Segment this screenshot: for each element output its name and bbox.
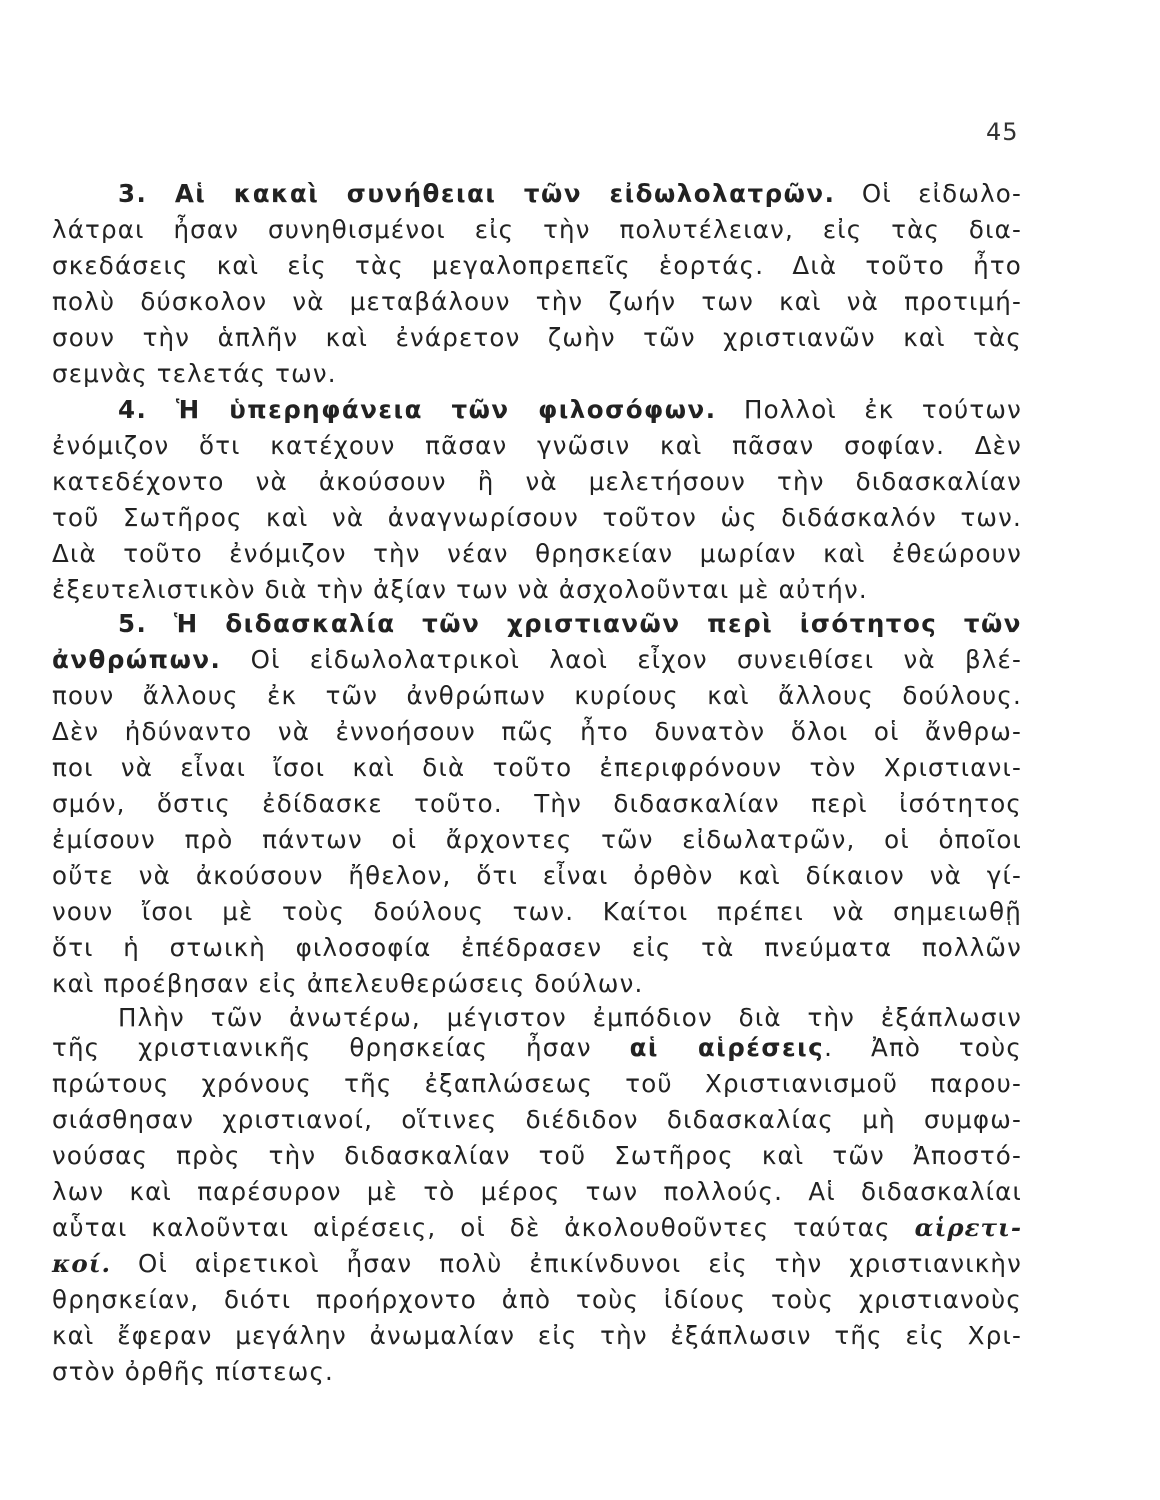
body-text: ποι νὰ εἶναι ἴσοι καὶ διὰ τοῦτο ἐπεριφρόνουν τὸν Χριστιανι- <box>52 753 1022 782</box>
text-line <box>118 176 1022 211</box>
text-line <box>52 714 1022 749</box>
text-line <box>52 1354 1022 1389</box>
text-line <box>52 1282 1022 1317</box>
text-line <box>52 572 1022 607</box>
body-text: ἐξευτελιστικὸν διὰ τὴν ἀξίαν των νὰ ἀσχολοῦνται μὲ αὐτήν. <box>52 575 868 604</box>
body-text: Δὲν ἠδύναντο νὰ ἐννοήσουν πῶς ἦτο δυνατὸν ὅλοι οἱ ἄνθρω- <box>52 717 1022 746</box>
text-line <box>52 750 1022 785</box>
body-text: κατεδέχοντο νὰ ἀκούσουν ἢ νὰ μελετήσουν τὴν διδασκαλίαν <box>52 467 1022 496</box>
text-line <box>52 284 1022 319</box>
body-text: Διὰ τοῦτο ἐνόμιζον τὴν νέαν θρησκείαν μωρίαν καὶ ἐθεώρουν <box>52 539 1022 568</box>
text-line <box>52 500 1022 535</box>
text-line <box>52 428 1022 463</box>
body-text: θρησκείαν, διότι προήρχοντο ἀπὸ τοὺς ἰδίους τοὺς χριστιανοὺς <box>52 1285 1022 1314</box>
body-text: νούσας πρὸς τὴν διδασκαλίαν τοῦ Σωτῆρος καὶ τῶν Ἀποστό- <box>52 1141 1022 1170</box>
body-text: ἐμίσουν πρὸ πάντων οἱ ἄρχοντες τῶν εἰδωλατρῶν, οἱ ὁποῖοι <box>52 825 1022 854</box>
body-text: Πλὴν τῶν ἀνωτέρω, μέγιστον ἐμπόδιον διὰ τὴν ἐξάπλωσιν <box>118 1003 1022 1032</box>
body-text: στὸν ὀρθῆς πίστεως. <box>52 1357 335 1386</box>
bold-heading-text: 5. Ἡ διδασκαλία τῶν χριστιανῶν περὶ ἰσότητος τῶν <box>118 609 1022 638</box>
body-text: τοῦ Σωτῆρος καὶ νὰ ἀναγνωρίσουν τοῦτον ὡς διδάσκαλόν των. <box>52 503 1022 532</box>
body-text: . Ἀπὸ τοὺς <box>824 1033 1022 1062</box>
text-line <box>118 392 1022 427</box>
body-text: πολὺ δύσκολον νὰ μεταβάλουν τὴν ζωήν των καὶ νὰ προτιμή- <box>52 287 1022 316</box>
text-line <box>118 606 1022 641</box>
bold-heading-text: αἱ αἱρέσεις <box>629 1033 825 1062</box>
text-line <box>52 1102 1022 1137</box>
text-line <box>52 1318 1022 1353</box>
text-line <box>52 1246 1022 1281</box>
body-text: καὶ προέβησαν εἰς ἀπελευθερώσεις δούλων. <box>52 969 644 998</box>
text-line <box>52 786 1022 821</box>
page-number: 45 <box>986 118 1019 146</box>
body-text: λων καὶ παρέσυρον μὲ τὸ μέρος των πολλούς. Αἱ διδασκαλίαι <box>52 1177 1022 1206</box>
body-text: σμόν, ὅστις ἐδίδασκε τοῦτο. Τὴν διδασκαλίαν περὶ ἰσότητος <box>52 789 1022 818</box>
text-line <box>52 248 1022 283</box>
text-line <box>52 894 1022 929</box>
italic-term-text: κοί. <box>52 1249 112 1278</box>
body-text: νουν ἴσοι μὲ τοὺς δούλους των. Καίτοι πρέπει νὰ σημειωθῇ <box>52 897 1022 926</box>
text-line <box>52 212 1022 247</box>
text-line <box>52 1210 1022 1245</box>
body-text: Οἱ αἱρετικοὶ ἦσαν πολὺ ἐπικίνδυνοι εἰς τὴν χριστιανικὴν <box>111 1249 1022 1278</box>
text-line <box>52 1138 1022 1173</box>
body-text: σεμνὰς τελετάς των. <box>52 359 337 388</box>
body-text: ἐνόμιζον ὅτι κατέχουν πᾶσαν γνῶσιν καὶ πᾶσαν σοφίαν. Δὲν <box>52 431 1022 460</box>
body-text: σκεδάσεις καὶ εἰς τὰς μεγαλοπρεπεῖς ἑορτάς. Διὰ τοῦτο ἦτο <box>52 251 1022 280</box>
text-line <box>52 858 1022 893</box>
bold-heading-text: 4. Ἡ ὑπερηφάνεια τῶν φιλοσόφων. <box>118 395 717 424</box>
text-line <box>52 966 1022 1001</box>
body-text: τῆς χριστιανικῆς θρησκείας ἦσαν <box>52 1033 630 1062</box>
text-line <box>52 642 1022 677</box>
bold-heading-text: 3. Αἱ κακαὶ συνήθειαι τῶν εἰδωλολατρῶν. <box>118 179 836 208</box>
text-line <box>52 1174 1022 1209</box>
body-text: καὶ ἔφεραν μεγάλην ἀνωμαλίαν εἰς τὴν ἐξάπλωσιν τῆς εἰς Χρι- <box>52 1321 1022 1350</box>
text-line <box>52 356 1022 391</box>
body-text: σουν τὴν ἁπλῆν καὶ ἐνάρετον ζωὴν τῶν χριστιανῶν καὶ τὰς <box>52 323 1022 352</box>
body-text: Πολλοὶ ἐκ τούτων <box>716 395 1022 424</box>
body-text: πρώτους χρόνους τῆς ἐξαπλώσεως τοῦ Χριστιανισμοῦ παρου- <box>52 1069 1022 1098</box>
body-text: αὗται καλοῦνται αἱρέσεις, οἱ δὲ ἀκολουθοῦντες ταύτας <box>52 1213 915 1242</box>
text-line <box>52 930 1022 965</box>
text-line <box>52 822 1022 857</box>
body-text: Οἱ εἰδωλο- <box>835 179 1023 208</box>
body-text: λάτραι ἦσαν συνηθισμένοι εἰς τὴν πολυτέλειαν, εἰς τὰς δια- <box>52 215 1022 244</box>
text-line <box>52 1030 1022 1065</box>
body-text: σιάσθησαν χριστιανοί, οἵτινες διέδιδον διδασκαλίας μὴ συμφω- <box>52 1105 1022 1134</box>
text-line <box>52 320 1022 355</box>
text-line <box>52 464 1022 499</box>
italic-term-text: αἱρετι- <box>914 1213 1022 1242</box>
text-line <box>52 536 1022 571</box>
body-text: Οἱ εἰδωλολατρικοὶ λαοὶ εἶχον συνειθίσει νὰ βλέ- <box>221 645 1022 674</box>
text-line <box>52 678 1022 713</box>
body-text: πουν ἄλλους ἐκ τῶν ἀνθρώπων κυρίους καὶ ἄλλους δούλους. <box>52 681 1022 710</box>
text-line <box>52 1066 1022 1101</box>
bold-heading-text: ἀνθρώπων. <box>52 645 222 674</box>
body-text: οὔτε νὰ ἀκούσουν ἤθελον, ὅτι εἶναι ὀρθὸν καὶ δίκαιον νὰ γί- <box>52 861 1022 890</box>
body-text: ὅτι ἡ στωικὴ φιλοσοφία ἐπέδρασεν εἰς τὰ πνεύματα πολλῶν <box>52 933 1022 962</box>
